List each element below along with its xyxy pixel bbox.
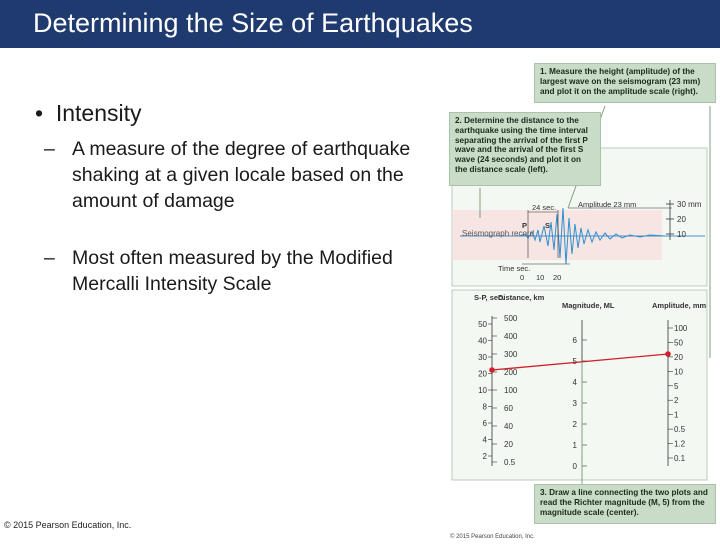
sp-tick: 6 — [482, 419, 487, 428]
amplitude-label: Amplitude 23 mm — [578, 200, 637, 209]
distance-tick: 0.5 — [504, 458, 516, 467]
amp-top-tick-10: 10 — [677, 230, 686, 239]
step1-callout: 1. Measure the height (amplitude) of the largest wave on the seismogram (23 mm) and plot it on the amplitude scale (right). — [534, 63, 716, 103]
sp-tick: 8 — [482, 402, 487, 412]
richter-figure — [440, 58, 720, 540]
amp-top-tick-30: 30 mm — [677, 200, 702, 209]
subbullet-definition — [44, 136, 412, 214]
amplitude-header: Amplitude, mm — [652, 301, 707, 310]
magnitude-tick: 0 — [572, 462, 577, 471]
bullet-intensity — [35, 100, 142, 127]
magnitude-header: Magnitude, ML — [562, 301, 615, 310]
amplitude-tick: 10 — [674, 367, 683, 377]
nomogram-panel — [452, 290, 707, 480]
time-tick-20: 20 — [553, 273, 562, 282]
subbullet-marker: – — [44, 138, 55, 160]
figure-credit: © 2015 Pearson Education, Inc. — [450, 534, 535, 540]
subbullet-text: A measure of the degree of earthquake shaking at a given locale based on the amount of damage — [72, 138, 411, 212]
magnitude-tick: 2 — [572, 420, 577, 429]
distance-tick: 500 — [504, 314, 518, 323]
distance-tick: 20 — [504, 440, 513, 449]
time-label: Time sec. — [498, 264, 531, 273]
subbullet-mercalli — [44, 245, 422, 297]
distance-tick: 60 — [504, 404, 513, 413]
distance-tick: 400 — [504, 332, 518, 341]
amplitude-tick: 5 — [674, 381, 679, 391]
distance-tick: 200 — [504, 368, 518, 377]
time-tick-10: 10 — [536, 273, 545, 282]
sp-tick: 40 — [478, 336, 487, 346]
step3-callout: 3. Draw a line connecting the two plots and read the Richter magnitude (M, 5) from the magnitude scale (center). — [534, 484, 716, 524]
magnitude-tick: 6 — [572, 336, 577, 345]
magnitude-tick: 4 — [572, 378, 577, 387]
amplitude-tick: 0.1 — [674, 454, 686, 463]
p-label: P — [522, 221, 528, 230]
subbullet-marker: – — [44, 247, 55, 269]
sp-tick: 50 — [478, 320, 487, 329]
subbullet-text: Most often measured by the Modified Mercalli Intensity Scale — [72, 247, 393, 295]
s-label: S — [545, 221, 551, 230]
amplitude-tick: 2 — [674, 396, 679, 406]
sp-tick: 4 — [482, 435, 487, 445]
amp-top-tick-20: 20 — [677, 215, 686, 224]
distance-point — [489, 367, 495, 373]
magnitude-tick: 3 — [572, 399, 577, 408]
amplitude-tick: 100 — [674, 324, 688, 333]
sp-tick: 2 — [482, 452, 487, 461]
sp-tick: 20 — [478, 369, 487, 379]
amplitude-point — [665, 351, 671, 357]
amplitude-tick: 20 — [674, 352, 683, 362]
amplitude-tick: 50 — [674, 338, 683, 348]
magnitude-tick: 5 — [572, 357, 577, 366]
magnitude-tick: 1 — [572, 441, 577, 450]
distance-tick: 40 — [504, 422, 513, 431]
distance-header: Distance, km — [498, 293, 545, 302]
step2-callout: 2. Determine the distance to the earthquake using the time interval separating the arrival of the first P wave and the arrival of the first S wave (24 seconds) and plot it on the distance scale (left). — [449, 112, 601, 186]
interval-label: 24 sec. — [532, 203, 557, 212]
amplitude-tick: 0.5 — [674, 425, 686, 435]
sp-tick: 30 — [478, 353, 487, 362]
distance-tick: 100 — [504, 386, 518, 395]
seismograph-label: Seismograph record — [462, 229, 535, 238]
distance-tick: 300 — [504, 350, 518, 359]
slide-title: Determining the Size of Earthquakes — [33, 8, 473, 38]
bullet-marker: • — [35, 100, 44, 126]
amplitude-tick: 1.2 — [674, 439, 686, 449]
time-tick-0: 0 — [520, 273, 525, 282]
sp-header: S-P, sec. — [474, 293, 505, 302]
bullet-label: Intensity — [55, 100, 142, 126]
sp-tick: 10 — [478, 386, 487, 395]
amplitude-tick: 1 — [674, 410, 679, 420]
copyright: © 2015 Pearson Education, Inc. — [4, 520, 132, 530]
